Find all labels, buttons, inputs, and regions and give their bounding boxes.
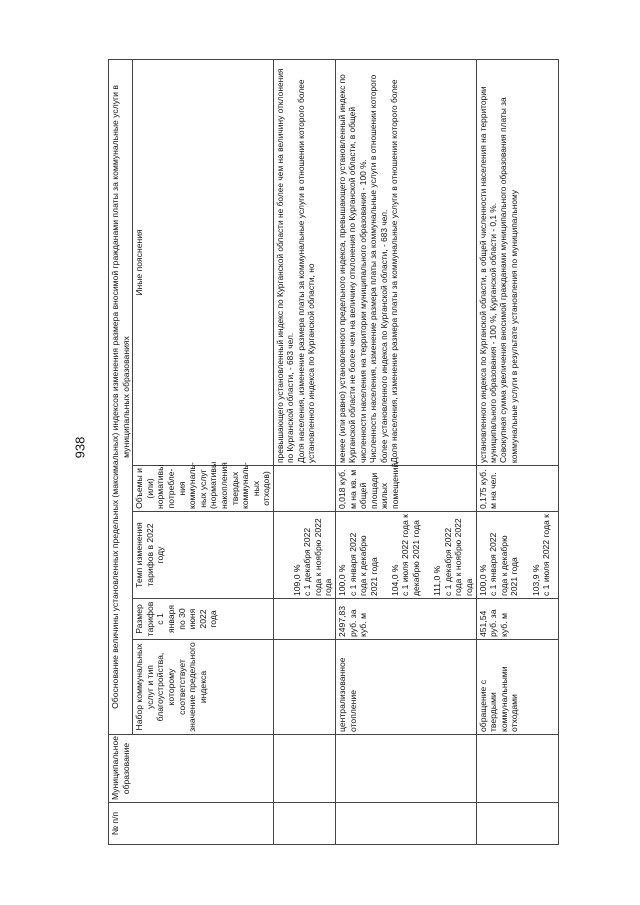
table-row	[476, 59, 558, 844]
header-volume: Объемы и (или) нормативы потребле-ния коммуналь-ных услуг (нормативы накопления твердых коммуналь-ных отходов)	[133, 466, 274, 512]
cell-tariff	[273, 599, 335, 640]
cell-volume	[273, 466, 335, 512]
rotated-table-container	[108, 60, 608, 845]
cell-volume: 0,018 куб. м на кв. м общей площади жилых помещений	[335, 466, 476, 512]
header-service-set: Набор коммунальных услуг и тип благоустройства, которому соответствует значение предельного индекса	[133, 640, 274, 735]
cell-rate: 100,0 % с 1 января 2022 года к декабрю 2021 года 103,9 % с 1 июля 2022 года к	[476, 512, 558, 599]
header-num: № п/п	[109, 803, 274, 845]
cell-other: превышающего установленный индекс по Курганской области не более чем на величину отклонения по Курганской области, - 683 чел. Доля населения, изменение размера платы за коммунальные услуги в отношении которого более установленного индекса по Курганской области, но	[273, 59, 335, 465]
header-justification: Обоснование величины установленных предельных (максимальных) индексов изменения размера вносимой гражданами платы за коммунальные услуги в муниципальных образованиях	[109, 59, 133, 734]
cell-other: менее (или равно) установленного предельного индекса, превышающего установленный индекс по Курганской области не более чем на величину отклонения по Курганской области, в общей численности населения на территории муниципального образования - 100 %. Численность населения, изменение размера платы за коммунальные услуги в отношении которого более установленного индекса по Курганской области, - 683 чел. Доля населения, изменение размера платы за коммунальные услуги в отношении которого более	[335, 59, 476, 465]
header-tariff: Размер тарифов с 1 января по 30 июня 2022 года	[133, 599, 274, 640]
cell-service	[273, 640, 335, 735]
cell-municipality	[476, 735, 558, 803]
tariff-justification-table	[108, 59, 559, 845]
table-row	[273, 59, 335, 844]
header-rate: Темп изменения тарифов в 2022 году	[133, 512, 274, 599]
cell-tariff: 451,54 руб. за куб. м	[476, 599, 558, 640]
cell-rate: 109,0 % с 1 декабря 2022 года к ноябрю 2022 года	[273, 512, 335, 599]
table-row	[335, 59, 476, 844]
cell-tariff: 2497,83 руб. за куб. м	[335, 599, 476, 640]
cell-other: установленного индекса по Курганской области, в общей численности населения на территории муниципального образования - 100 %, Курганской области - 0,1 %. Совокупная сумма увеличения вносимой гражданами муниципального образования платы за коммунальные услуги в результате установления по муниципальному	[476, 59, 558, 465]
cell-num	[273, 803, 335, 845]
header-other: Иные пояснения	[133, 59, 274, 465]
cell-num	[335, 803, 476, 845]
cell-municipality	[335, 735, 476, 803]
cell-service: централизованное отопление	[335, 640, 476, 735]
page-number: 938	[72, 436, 88, 459]
cell-volume: 0,175 куб. м на чел.	[476, 466, 558, 512]
cell-rate: 100,0 % с 1 января 2022 года к декабрю 2021 года 104,0 % с 1 июля 2022 года к декабрю 2021 года 111,0 % с 1 декабря 2022 года к ноябрю 2022 года	[335, 512, 476, 599]
cell-municipality	[273, 735, 335, 803]
cell-num	[476, 803, 558, 845]
cell-service: обращение с твердыми коммунальными отходами	[476, 640, 558, 735]
header-municipality: Муниципальное образование	[109, 735, 274, 803]
